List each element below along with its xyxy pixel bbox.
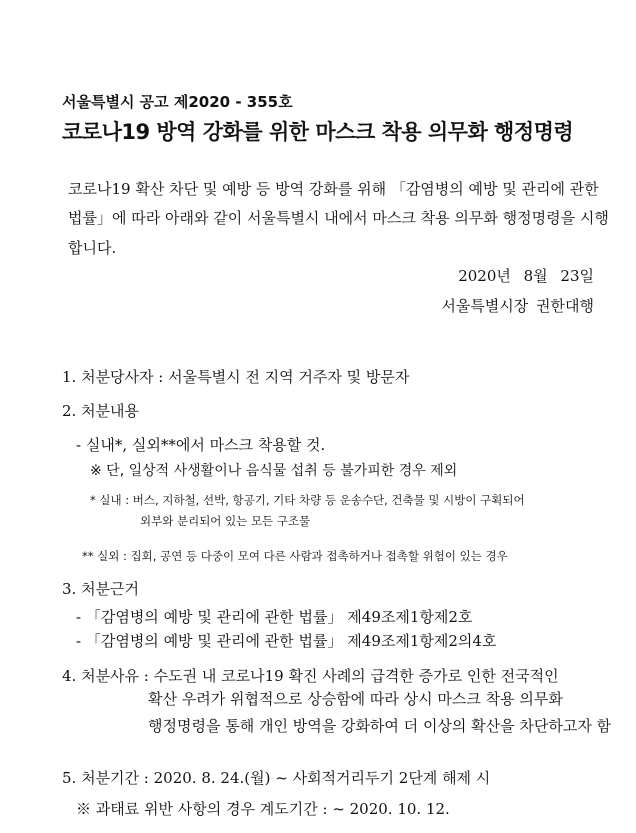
intro-line-3: 합니다. (68, 239, 117, 257)
section-3-heading: 3. 처분근거 (62, 580, 140, 598)
section-4-line-1: 4. 처분사유 : 수도권 내 코로나19 확진 사례의 급격한 증가로 인한 전국적인 (62, 667, 559, 685)
section-4-line-2: 확산 우려가 위협적으로 상승함에 따라 상시 마스크 착용 의무화 (148, 690, 563, 708)
section-4-line-3: 행정명령을 통해 개인 방역을 강화하여 더 이상의 확산을 차단하고자 함 (148, 717, 612, 735)
issue-date: 2020년 8월 23일 (458, 267, 594, 285)
section-3-item-2: - 「감염병의 예방 및 관리에 관한 법률」 제49조제1항제2의4호 (76, 632, 497, 650)
notice-number: 서울특별시 공고 제2020 - 355호 (62, 93, 293, 111)
section-5-note: ※ 과태료 위반 사항의 경우 계도기간 : ~ 2020. 10. 12. (76, 800, 450, 818)
section-2-note-outdoor: ** 실외 : 집회, 공연 등 다중이 모여 다른 사람과 접촉하거나 접촉할 위험이 있는 경우 (82, 549, 508, 563)
intro-line-1: 코로나19 확산 차단 및 예방 등 방역 강화를 위해 「감염병의 예방 및 관리에 관한 (68, 180, 599, 198)
signatory: 서울특별시장 권한대행 (441, 297, 594, 315)
intro-line-2: 법률」에 따라 아래와 같이 서울특별시 내에서 마스크 착용 의무화 행정명령을 시행 (68, 209, 609, 227)
section-2-note-indoor: * 실내 : 버스, 지하철, 선박, 항공기, 기타 차량 등 운송수단, 건축물 및 시방이 구획되어 (90, 493, 525, 507)
section-2-heading: 2. 처분내용 (62, 402, 140, 420)
section-3-item-1: - 「감염병의 예방 및 관리에 관한 법률」 제49조제1항제2호 (76, 608, 473, 626)
section-2-item: - 실내*, 실외**에서 마스크 착용할 것. (76, 436, 326, 454)
page-title: 코로나19 방역 강화를 위한 마스크 착용 의무화 행정명령 (62, 120, 574, 144)
section-1: 1. 처분당사자 : 서울특별시 전 지역 거주자 및 방문자 (62, 368, 410, 386)
section-5: 5. 처분기간 : 2020. 8. 24.(월) ~ 사회적거리두기 2단계 해제 시 (62, 769, 491, 787)
section-2-exception: ※ 단, 일상적 사생활이나 음식물 섭취 등 불가피한 경우 제외 (90, 463, 458, 479)
section-2-note-indoor-cont: 외부와 분리되어 있는 모든 구조물 (140, 514, 311, 528)
